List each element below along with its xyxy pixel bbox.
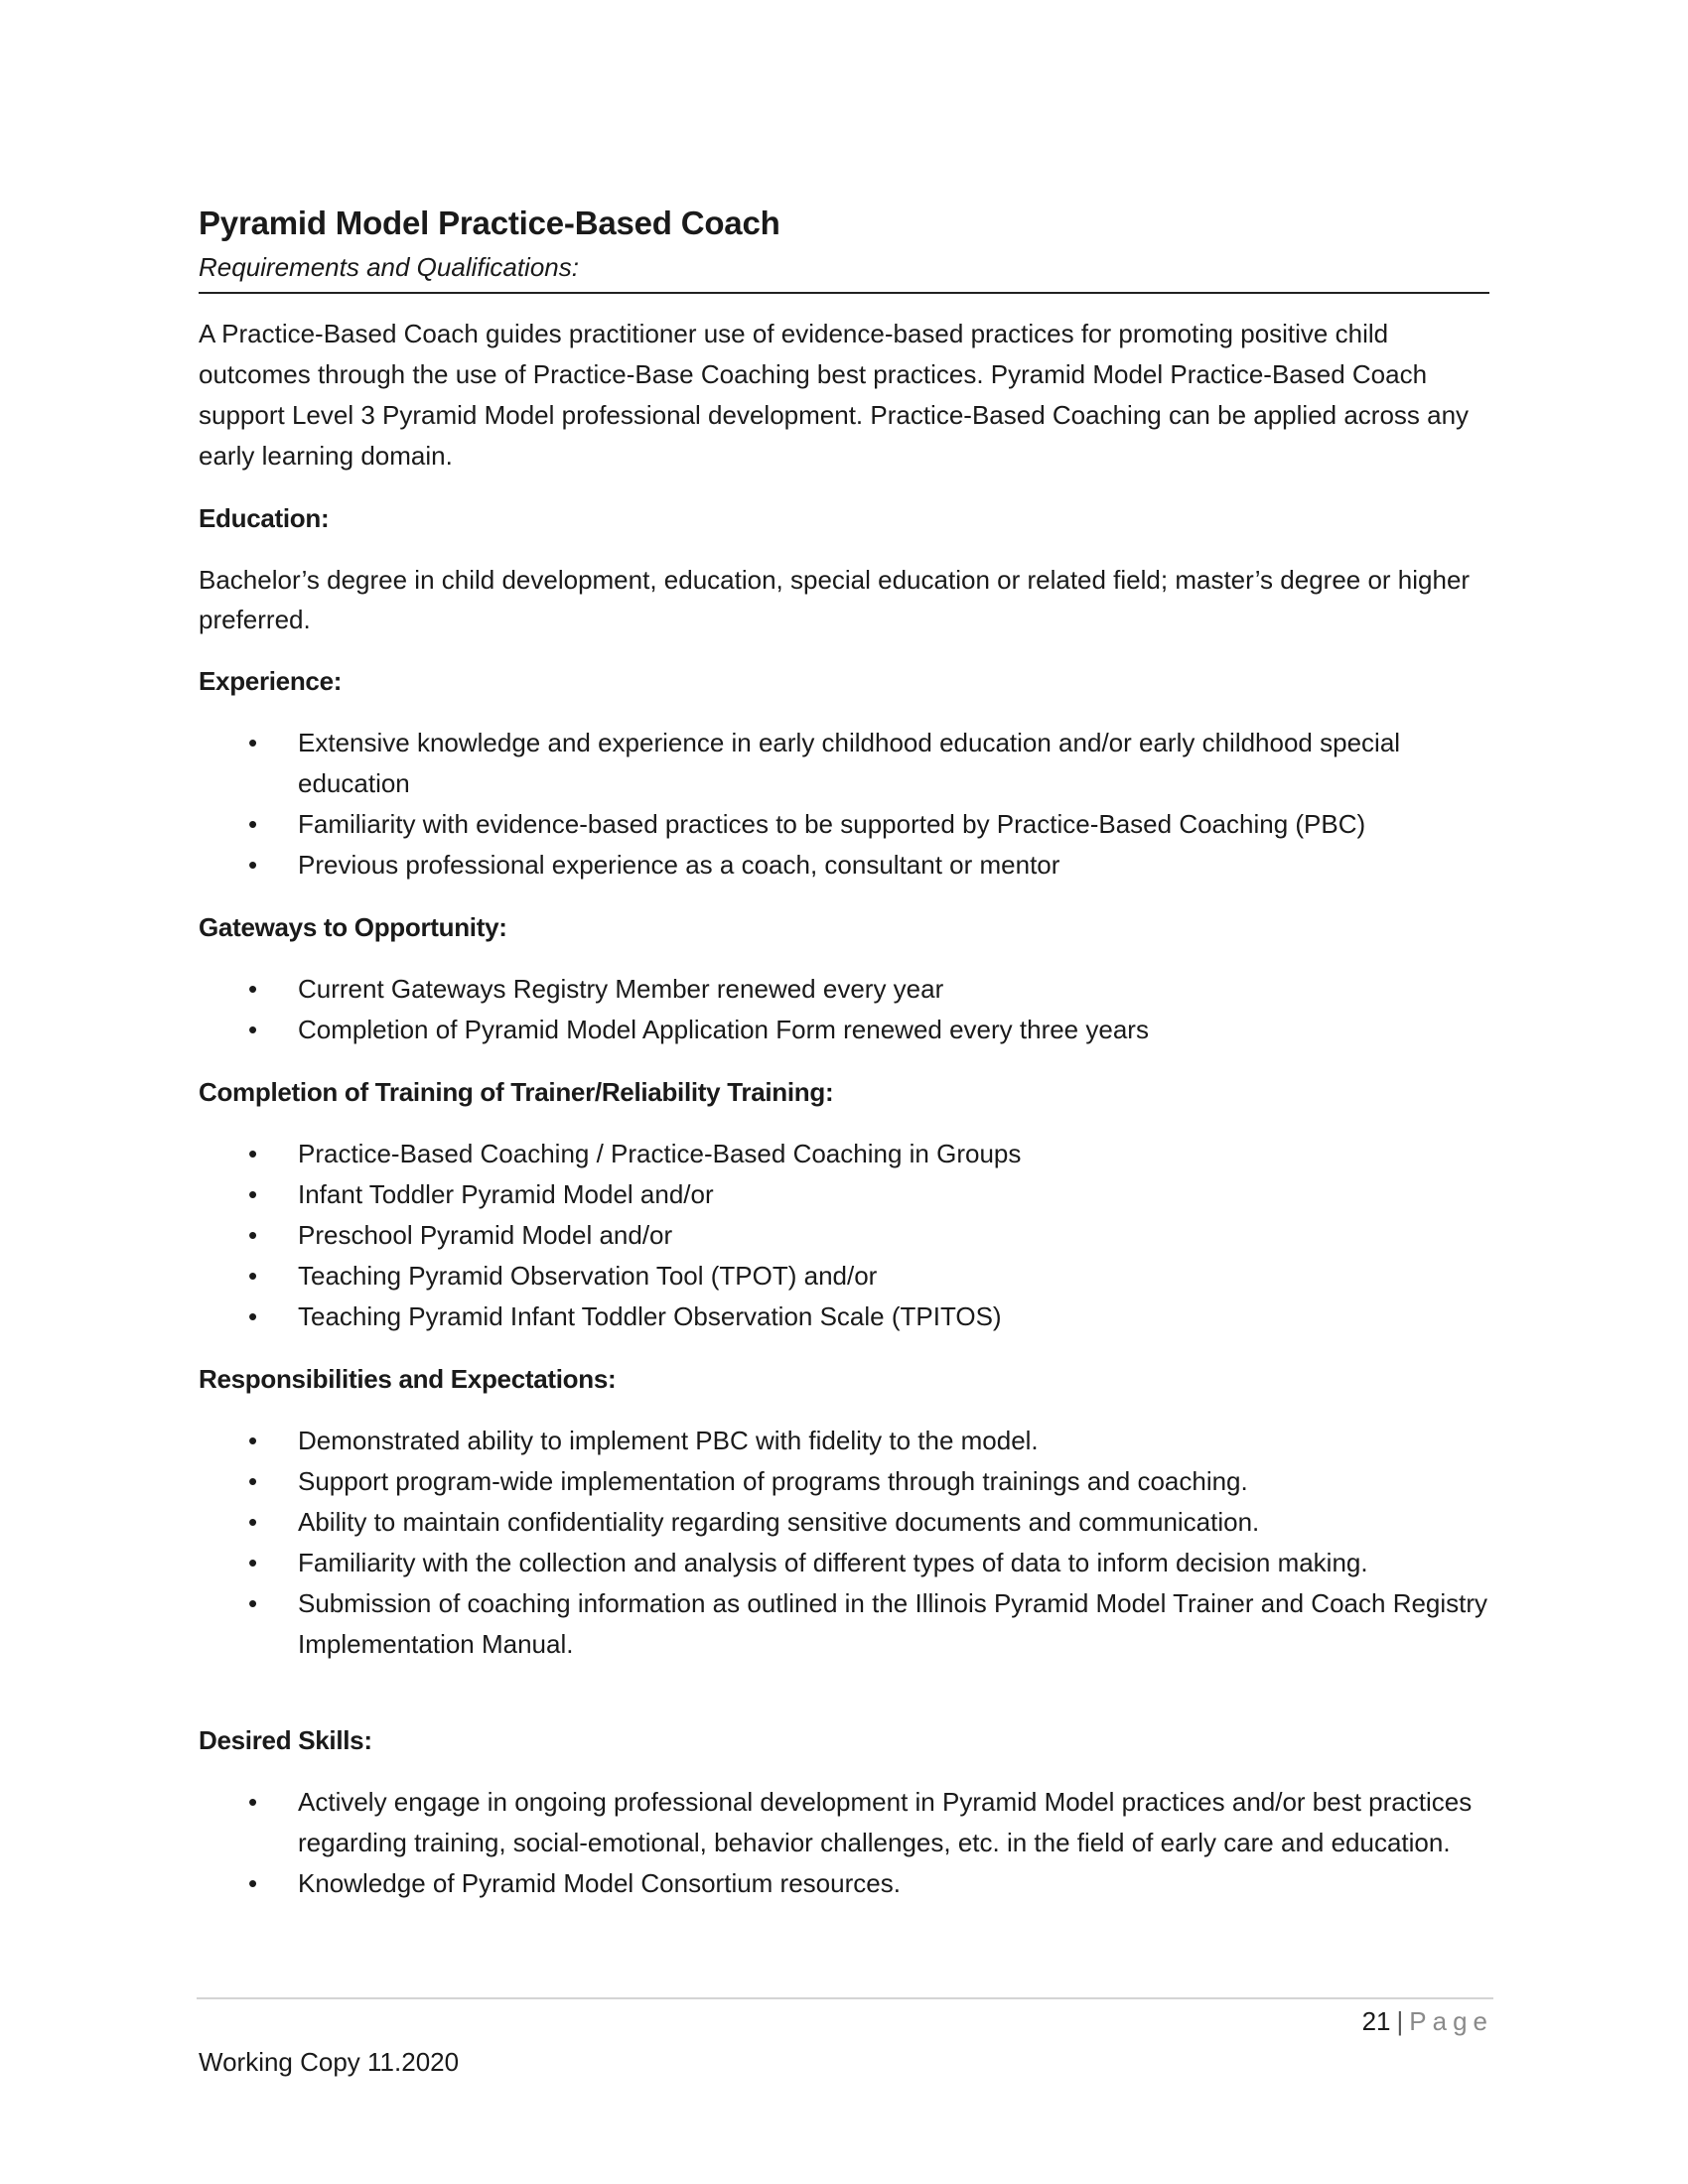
footer-divider [197,1997,1493,1999]
education-text: Bachelor’s degree in child development, education, special education or related field; master’s degree or higher preferred. [199,565,1471,634]
skills-heading: Desired Skills: [199,1725,372,1755]
page-label: Page [1409,2006,1493,2036]
bullet-icon: • [248,1868,258,1898]
page-number-value: 21 [1361,2006,1391,2036]
list-item: • Teaching Pyramid Observation Tool (TPOT) and/or [199,1256,1489,1297]
training-list [199,1134,1489,1337]
bullet-icon: • [248,1261,258,1291]
page-number [1362,2001,1493,2041]
list-item: • Knowledge of Pyramid Model Consortium resources. [199,1863,1489,1904]
bullet-icon: • [248,1179,258,1209]
bullet-icon: • [248,809,258,839]
gateways-list [199,969,1489,1050]
intro-paragraph: A Practice-Based Coach guides practitioner use of evidence-based practices for promoting positive child outcomes through the use of Practice-Base Coaching best practices. Pyramid Model Practice-Based Coach support Level 3 Pyramid Model professional development. Practice-Based Coaching can be applied across any early learning domain. [199,319,1470,471]
education-heading: Education: [199,503,330,533]
gateways-heading: Gateways to Opportunity: [199,912,507,942]
bullet-icon: • [248,1220,258,1250]
bullet-icon: • [248,1466,258,1496]
list-item: • Current Gateways Registry Member renewed every year [199,969,1489,1010]
responsibilities-heading: Responsibilities and Expectations: [199,1364,617,1394]
working-copy-label: Working Copy 11.2020 [199,2047,460,2077]
experience-list [199,723,1489,886]
experience-heading: Experience: [199,666,343,696]
list-item: • Practice-Based Coaching / Practice-Based Coaching in Groups [199,1134,1489,1174]
bullet-icon: • [248,974,258,1004]
bullet-icon: • [248,1139,258,1168]
list-item: • Demonstrated ability to implement PBC with fidelity to the model. [199,1421,1489,1461]
responsibilities-list [199,1421,1489,1665]
bullet-icon: • [248,1507,258,1537]
list-item: • Extensive knowledge and experience in early childhood education and/or early childhood special education [199,723,1489,804]
list-item: • Completion of Pyramid Model Application Form renewed every three years [199,1010,1489,1050]
page-number-separator: | [1396,2006,1404,2036]
skills-list [199,1782,1489,1904]
bullet-icon: • [248,1015,258,1044]
bullet-icon: • [248,728,258,757]
training-heading: Completion of Training of Trainer/Reliability Training: [199,1077,834,1107]
bullet-icon: • [248,1787,258,1817]
list-item: • Previous professional experience as a coach, consultant or mentor [199,845,1489,886]
list-item: • Preschool Pyramid Model and/or [199,1215,1489,1256]
list-item: • Submission of coaching information as outlined in the Illinois Pyramid Model Trainer and Coach Registry Implementation Manual. [199,1583,1489,1665]
bullet-icon: • [248,1588,258,1618]
list-item: • Support program-wide implementation of programs through trainings and coaching. [199,1461,1489,1502]
list-item: • Teaching Pyramid Infant Toddler Observation Scale (TPITOS) [199,1297,1489,1337]
list-item: • Familiarity with the collection and analysis of different types of data to inform decision making. [199,1543,1489,1583]
bullet-icon: • [248,1548,258,1577]
bullet-icon: • [248,1301,258,1331]
page-subtitle: Requirements and Qualifications: [199,248,1489,294]
list-item: • Infant Toddler Pyramid Model and/or [199,1174,1489,1215]
list-item: • Ability to maintain confidentiality regarding sensitive documents and communication. [199,1502,1489,1543]
bullet-icon: • [248,850,258,880]
bullet-icon: • [248,1426,258,1455]
list-item: • Actively engage in ongoing professional development in Pyramid Model practices and/or best practices regarding training, social-emotional, behavior challenges, etc. in the field of early care and education. [199,1782,1489,1863]
page-title: Pyramid Model Practice-Based Coach [199,205,780,241]
list-item: • Familiarity with evidence-based practices to be supported by Practice-Based Coaching (PBC) [199,804,1489,845]
page-content [199,199,1489,1904]
